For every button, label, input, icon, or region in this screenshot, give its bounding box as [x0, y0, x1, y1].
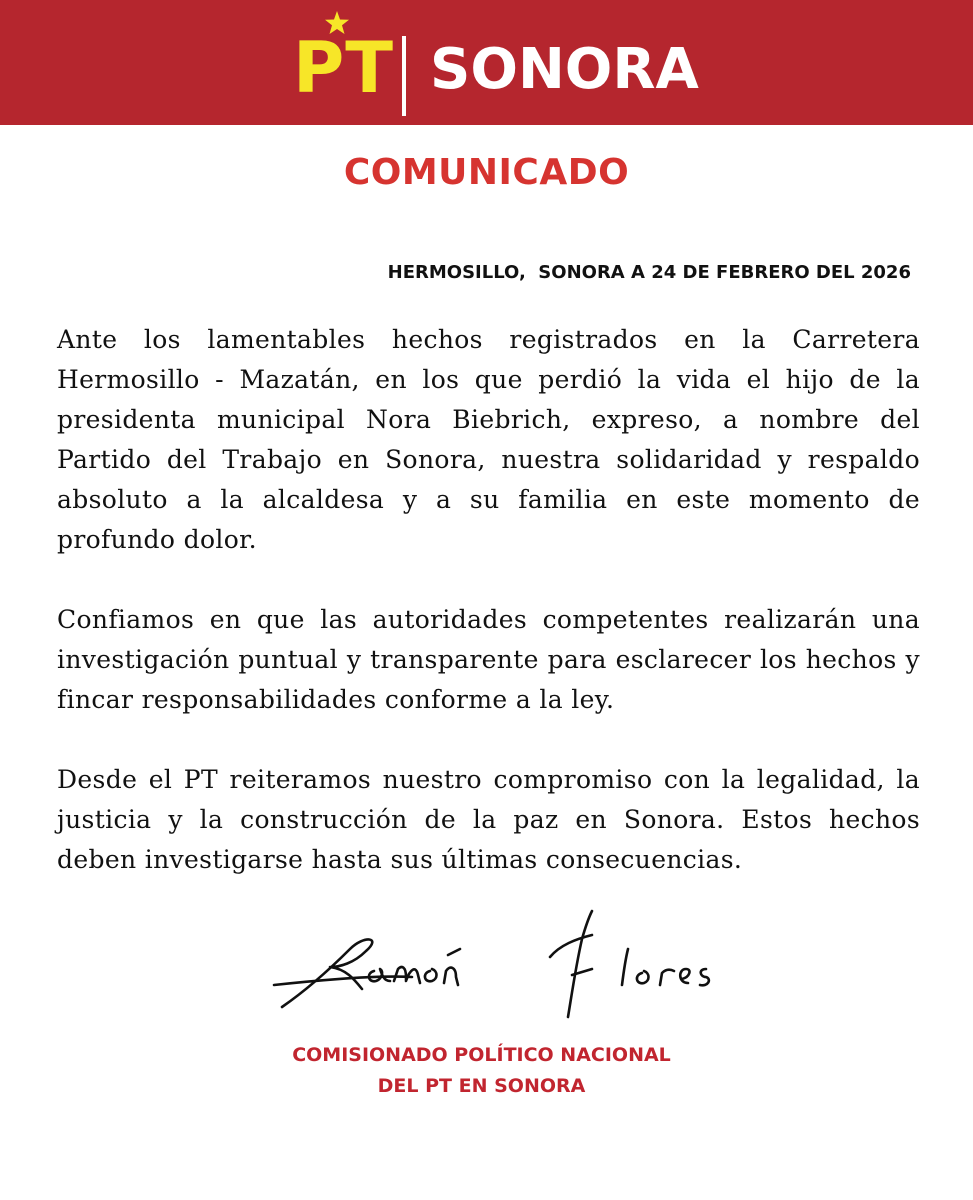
logo-pt: PT: [293, 27, 395, 109]
signatory-title: [0, 1040, 973, 1102]
paragraph-2: Confiamos en que las autoridades competentes realizarán una investigación puntual y transparente para esclarecer los hechos y fincar responsabilidades conforme a la ley.: [57, 605, 920, 714]
date-line: HERMOSILLO, SONORA A 24 DE FEBRERO DEL 2026: [387, 262, 911, 283]
document-title: COMUNICADO: [343, 152, 630, 193]
signatory-title-line-1: COMISIONADO POLÍTICO NACIONAL: [292, 1044, 671, 1066]
logo-region: SONORA: [430, 37, 699, 102]
header-banner: [0, 0, 973, 125]
document-body: [57, 320, 920, 880]
paragraph-3: Desde el PT reiteramos nuestro compromiso con la legalidad, la justicia y la construcción de la paz en Sonora. Estos hechos deben investigarse hasta sus últimas consecuencias.: [57, 765, 920, 874]
handwritten-signature: [270, 905, 720, 1040]
logo-divider: [402, 36, 406, 116]
signatory-title-line-2: DEL PT EN SONORA: [377, 1075, 586, 1097]
paragraph-1: Ante los lamentables hechos registrados en la Carretera Hermosillo - Mazatán, en los que perdió la vida el hijo de la presidenta municipal Nora Biebrich, expreso, a nombre del Partido del Trabajo en Sonora, nuestra solidaridad y respaldo absoluto a la alcaldesa y a su familia en este momento de profundo dolor.: [57, 325, 920, 554]
